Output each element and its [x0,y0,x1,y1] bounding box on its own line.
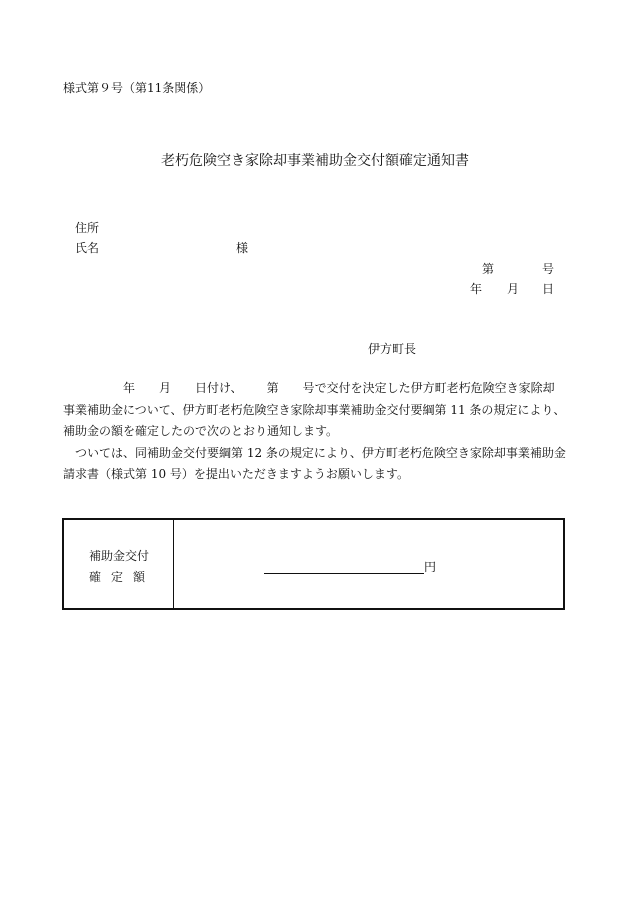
body-year: 年 [123,381,136,395]
form-number: 様式第９号（第11条関係） [63,81,211,95]
body-day: 日付け、 [195,381,243,395]
amount-input-line[interactable] [264,573,424,574]
address-label: 住所 [75,221,100,235]
body-text [63,378,573,486]
body-line-5: 請求書（様式第 10 号）を提出いただきますようお願いします。 [63,467,409,481]
date-month: 月 [507,282,520,296]
issuer: 伊方町長 [368,342,417,356]
body-line-4-text: ついては、同補助金交付要綱第 12 条の規定により、伊方町老朽危険空き家除却事業補助金 [75,445,566,460]
body-line-1 [63,378,573,400]
body-line-3: 補助金の額を確定したので次のとおり通知します。 [63,424,339,438]
yen-unit: 円 [424,560,437,574]
body-month: 月 [159,381,172,395]
amount-label-line-2: 確定額 [89,570,156,584]
doc-number-prefix: 第 [482,262,495,276]
doc-number-suffix: 号 [542,262,555,276]
body-dai: 第 [266,381,279,395]
body-line-2: 事業補助金について、伊方町老朽危険空き家除却事業補助金交付要綱第 11 条の規定により、 [63,402,566,417]
date-year: 年 [470,282,483,296]
amount-label-cell [64,520,174,608]
date-day: 日 [542,282,555,296]
document-title: 老朽危険空き家除却事業補助金交付額確定通知書 [161,153,469,169]
name-label: 氏名 [75,241,100,255]
amount-table [62,518,565,610]
honorific: 様 [236,241,249,255]
amount-label-line-1: 補助金交付 [89,549,150,563]
body-line-1-rest: 号で交付を決定した伊方町老朽危険空き家除却 [302,381,555,395]
body-line-4 [63,443,573,465]
